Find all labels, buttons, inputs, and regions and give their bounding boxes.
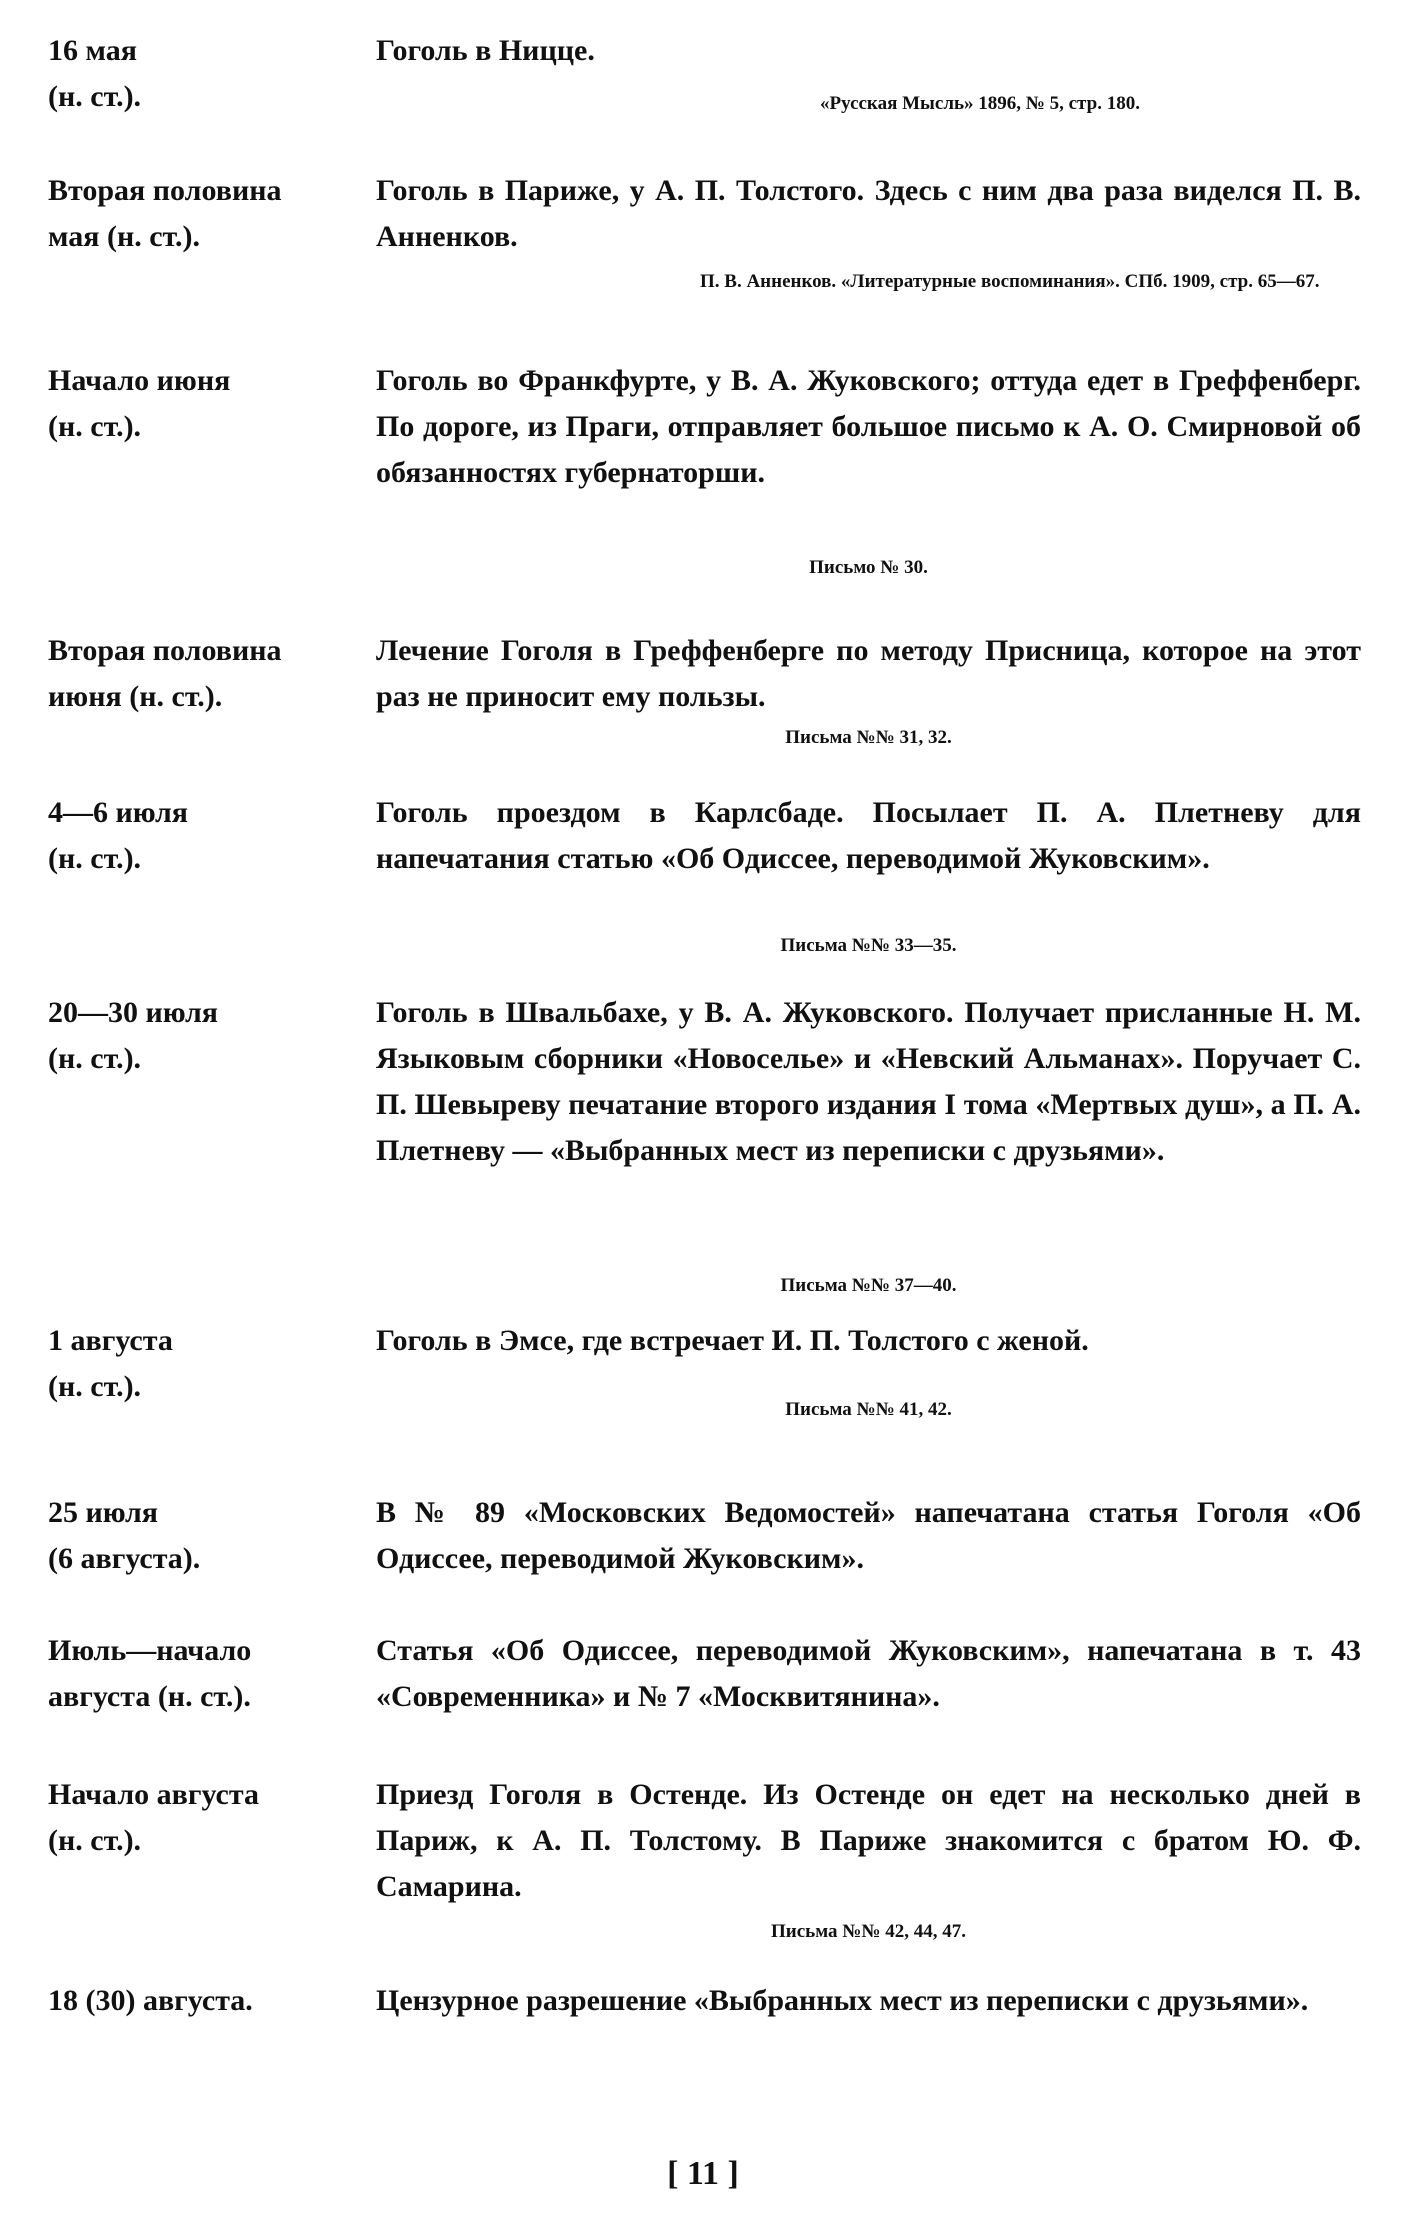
entry-text: Цензурное разрешение «Выбранных мест из переписки с друзьями». <box>376 1984 1309 2017</box>
entry-text: Гоголь в Париже, у А. П. Толстого. Здесь с ним два раза виделся П. В. Анненков. <box>376 174 1361 253</box>
entry-text: Гоголь в Эмсе, где встречает И. П. Толстого с женой. <box>376 1324 1089 1357</box>
entry-source: П. В. Анненков. «Литературные воспоминания». СПб. 1909, стр. 65—67. <box>700 271 1320 292</box>
entry-source: Письмо № 30. <box>809 557 928 578</box>
entry-date: Вторая половина июня (н. ст.). <box>48 634 282 713</box>
entry-text: Гоголь во Франкфурте, у В. А. Жуковского; оттуда едет в Греффенберг. По дороге, из Праги, отправляет большое письмо к А. О. Смирновой об обязанностях губернаторши. <box>376 364 1361 489</box>
entry-date: 20—30 июля (н. ст.). <box>48 996 219 1075</box>
entry-text: В № 89 «Московских Ведомостей» напечатана статья Гоголя «Об Одиссее, переводимой Жуковским». <box>376 1496 1361 1575</box>
entry-date: 1 августа (н. ст.). <box>48 1324 173 1403</box>
entry-text: Статья «Об Одиссее, переводимой Жуковским», напечатана в т. 43 «Современника» и № 7 «Москвитянина». <box>376 1634 1361 1713</box>
entry-date: Июль—начало августа (н. ст.). <box>48 1634 252 1713</box>
entry-date: Начало июня (н. ст.). <box>48 364 231 443</box>
entry-source: Письма №№ 31, 32. <box>785 727 952 748</box>
entry-text: Лечение Гоголя в Греффенберге по методу Присница, которое на этот раз не приносит ему пользы. <box>376 634 1361 713</box>
entry-text: Приезд Гоголя в Остенде. Из Остенде он едет на несколько дней в Париж, к А. П. Толстому. В Париже знакомится с братом Ю. Ф. Самарина. <box>376 1778 1361 1903</box>
entry-source: «Русская Мысль» 1896, № 5, стр. 180. <box>820 93 1140 114</box>
entry-date: 16 мая (н. ст.). <box>48 34 142 113</box>
entry-text: Гоголь проездом в Карлсбаде. Посылает П. А. Плетневу для напечатания статью «Об Одиссее, переводимой Жуковским». <box>376 796 1361 875</box>
entry-date: 18 (30) августа. <box>48 1984 253 2017</box>
entry-source: Письма №№ 41, 42. <box>785 1399 952 1420</box>
entry-date: 4—6 июля (н. ст.). <box>48 796 189 875</box>
entry-date: Начало августа (н. ст.). <box>48 1778 259 1857</box>
entry-source: Письма №№ 37—40. <box>780 1275 957 1296</box>
entry-source: Письма №№ 33—35. <box>780 935 957 956</box>
entry-text: Гоголь в Швальбахе, у В. А. Жуковского. Получает присланные Н. М. Языковым сборники «Новоселье» и «Невский Альманах». Поручает С. П. Шевыреву печатание второго издания I тома «Мертвых душ», а П. А. Плетневу — «Выбранных мест из переписки с друзьями». <box>376 996 1361 1167</box>
entry-text: Гоголь в Ницце. <box>376 34 595 67</box>
page-number: [ 11 ] <box>667 2155 739 2192</box>
entry-date: Вторая половина мая (н. ст.). <box>48 174 282 253</box>
entry-source: Письма №№ 42, 44, 47. <box>771 1921 966 1942</box>
entry-date: 25 июля (6 августа). <box>48 1496 201 1575</box>
